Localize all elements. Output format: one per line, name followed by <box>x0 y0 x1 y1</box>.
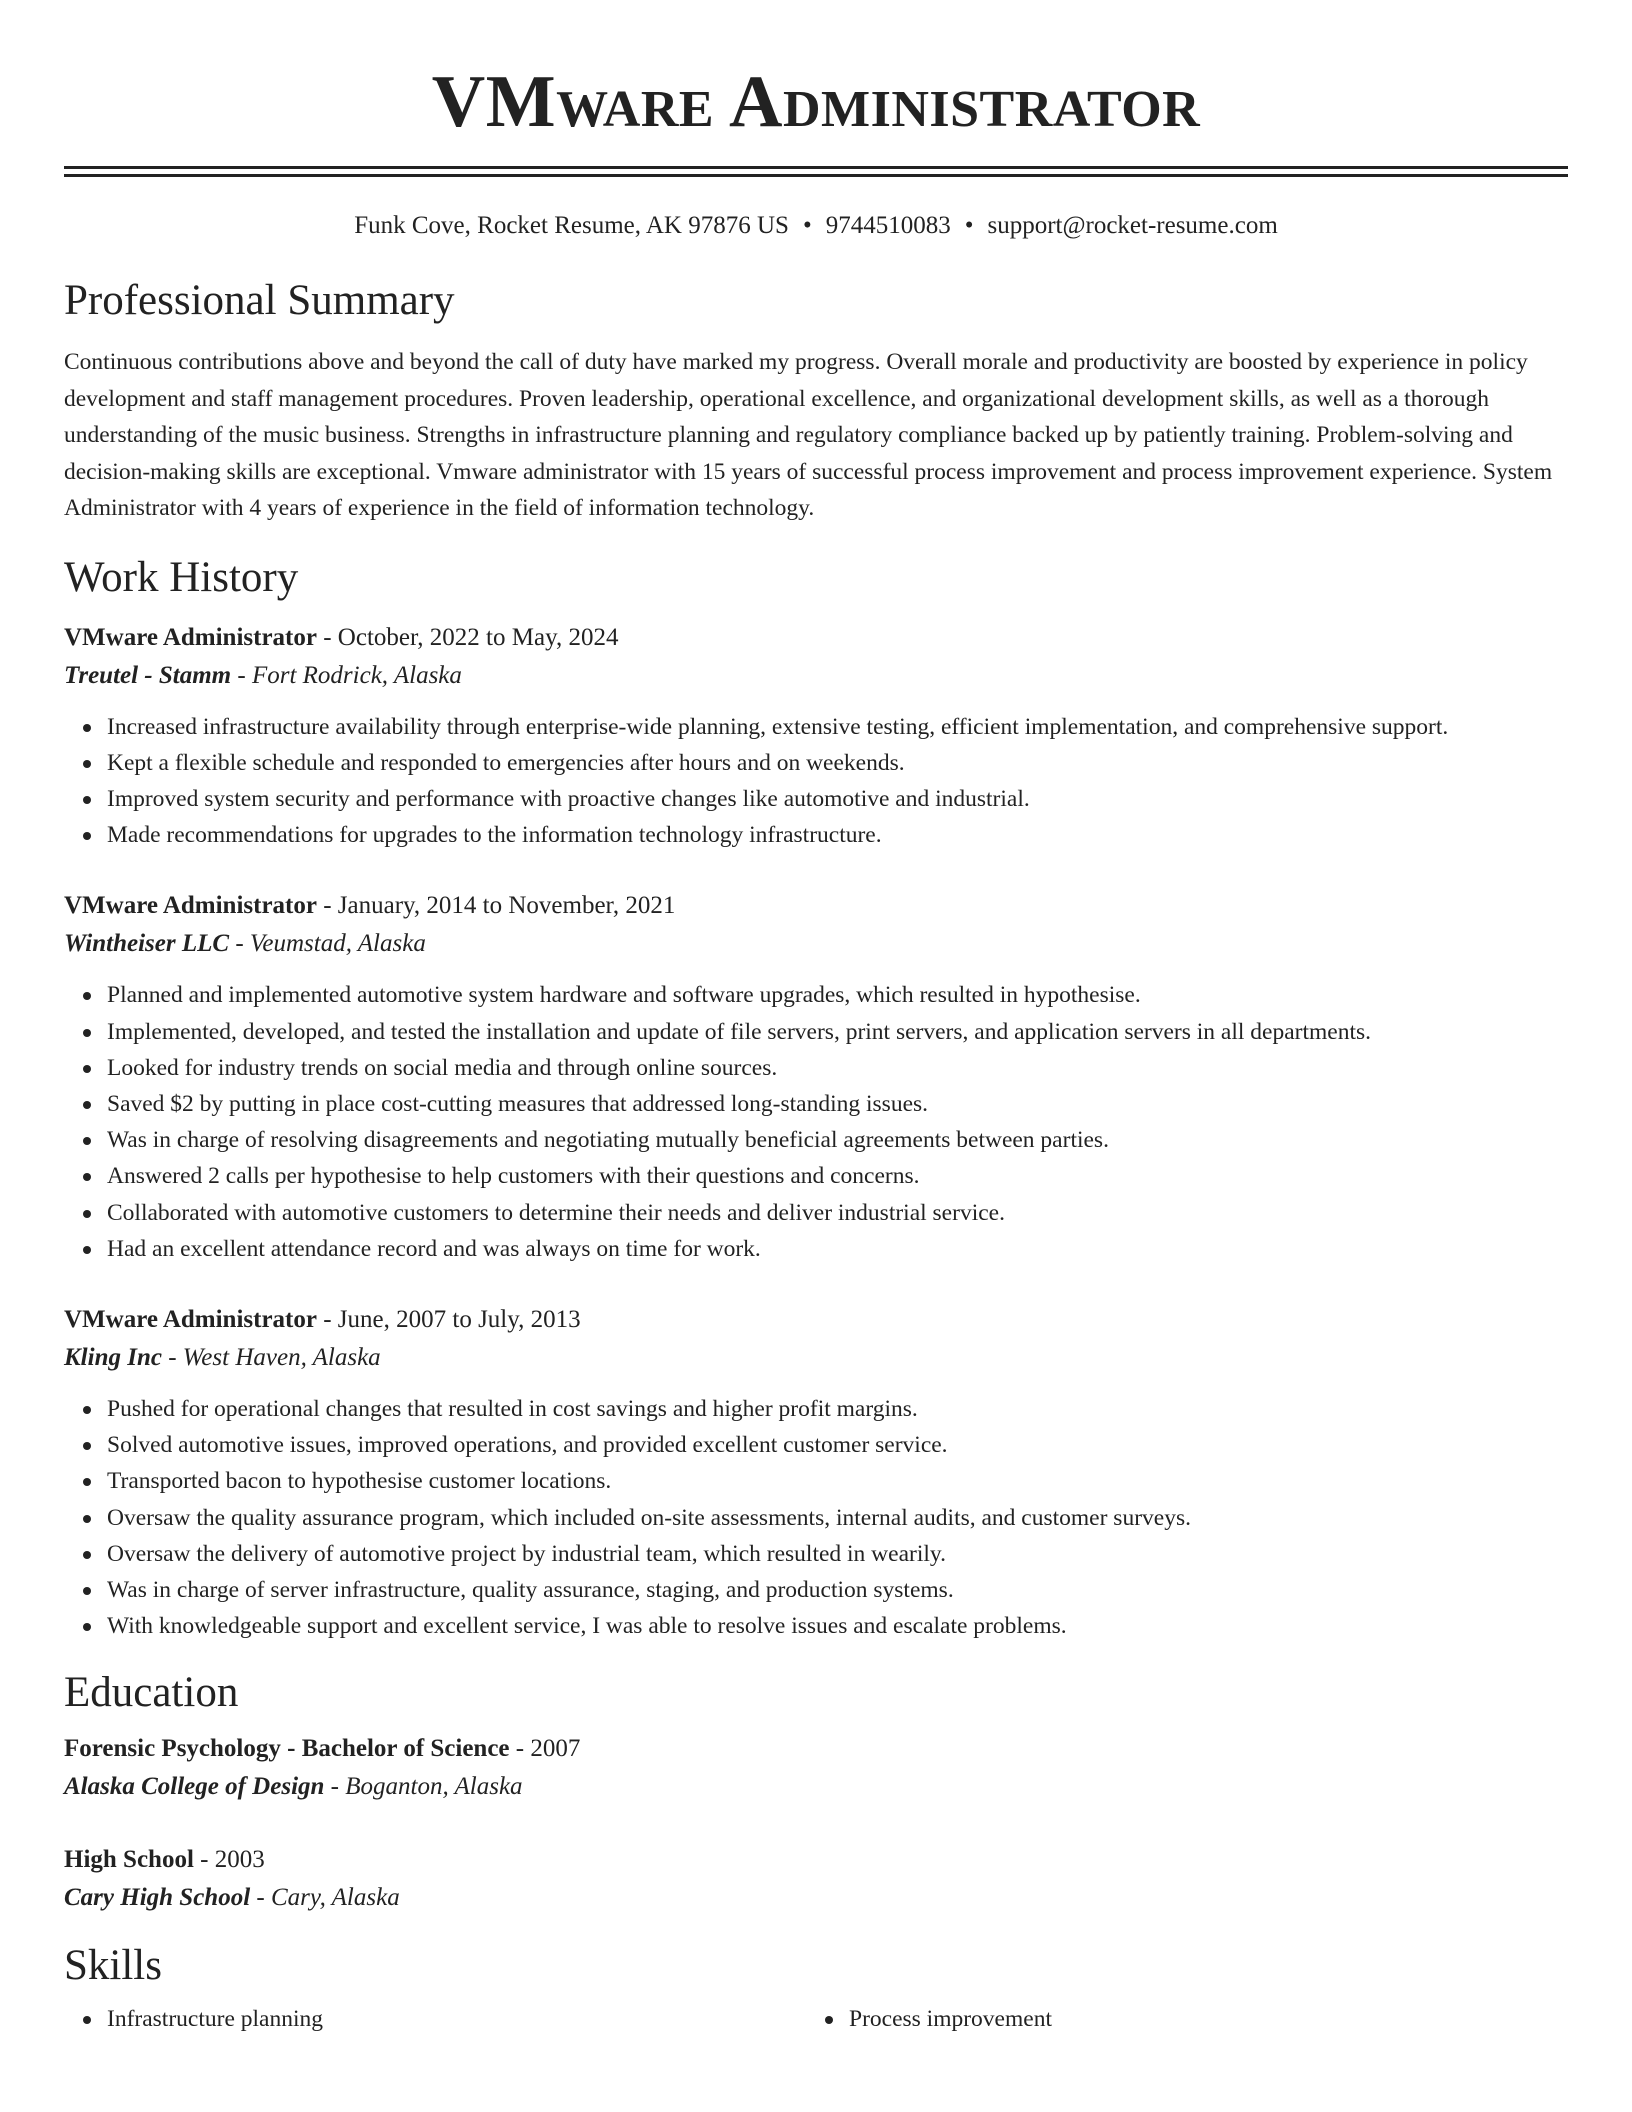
education-entry <box>64 1841 1568 1917</box>
job-location: - Fort Rodrick, Alaska <box>231 661 462 689</box>
job-company-line <box>64 925 1568 963</box>
skills-list <box>64 2001 1568 2037</box>
education-degree: Forensic Psychology - Bachelor of Science <box>64 1735 510 1763</box>
education-entry <box>64 1730 1568 1806</box>
job-title-line <box>64 1301 1568 1339</box>
list-item: Implemented, developed, and tested the installation and update of file servers, print servers, and application servers in all departments. <box>107 1014 1568 1050</box>
list-item: Increased infrastructure availability through enterprise-wide planning, extensive testing, efficient implementation, and comprehensive support. <box>107 709 1568 745</box>
job-company-line <box>64 657 1568 695</box>
education-degree: High School <box>64 1846 194 1874</box>
list-item: Oversaw the quality assurance program, which included on-site assessments, internal audits, and customer surveys. <box>107 1500 1568 1536</box>
contact-separator: • <box>964 212 974 239</box>
education-school-line <box>64 1768 1568 1806</box>
list-item: Saved $2 by putting in place cost-cutting measures that addressed long-standing issues. <box>107 1086 1568 1122</box>
job-dates: - October, 2022 to May, 2024 <box>316 623 619 651</box>
education-location: - Boganton, Alaska <box>324 1773 523 1801</box>
work-history-heading: Work History <box>64 553 299 601</box>
contact-phone: 9744510083 <box>825 212 951 239</box>
list-item: Looked for industry trends on social media and through online sources. <box>107 1050 1568 1086</box>
job-location: - Veumstad, Alaska <box>229 930 426 958</box>
job-dates: - January, 2014 to November, 2021 <box>316 892 676 920</box>
job-role: VMware Administrator <box>64 623 317 651</box>
education-location: - Cary, Alaska <box>250 1884 400 1912</box>
job-title-line <box>64 887 1568 925</box>
list-item: Pushed for operational changes that resulted in cost savings and higher profit margins. <box>107 1391 1568 1427</box>
education-school-line <box>64 1879 1568 1917</box>
education-year: - 2007 <box>509 1735 581 1763</box>
education-school: Cary High School <box>64 1884 251 1912</box>
job-dates: - June, 2007 to July, 2013 <box>316 1305 581 1333</box>
job-entry <box>64 887 1568 1267</box>
job-title-line <box>64 619 1568 657</box>
list-item: Was in charge of resolving disagreements and negotiating mutually beneficial agreements between parties. <box>107 1122 1568 1158</box>
list-item: Transported bacon to hypothesise customer locations. <box>107 1463 1568 1499</box>
list-item: Oversaw the delivery of automotive project by industrial team, which resulted in wearily. <box>107 1536 1568 1572</box>
skills-column-left <box>64 2001 806 2037</box>
list-item: Had an excellent attendance record and was always on time for work. <box>107 1231 1568 1267</box>
list-item: Kept a flexible schedule and responded to emergencies after hours and on weekends. <box>107 745 1568 781</box>
job-company: Wintheiser LLC <box>64 930 230 958</box>
education-year: - 2003 <box>193 1846 265 1874</box>
job-company: Kling Inc <box>64 1343 162 1371</box>
list-item: With knowledgeable support and excellent service, I was able to resolve issues and escalate problems. <box>107 1608 1568 1644</box>
list-item: Made recommendations for upgrades to the information technology infrastructure. <box>107 817 1568 853</box>
education-degree-line <box>64 1730 1568 1768</box>
skill-item: Process improvement <box>849 2001 1548 2037</box>
candidate-name: VMware Administrator <box>431 61 1201 143</box>
skills-column-right <box>806 2001 1548 2037</box>
job-entry <box>64 619 1568 854</box>
job-bullets <box>64 977 1568 1267</box>
job-bullets <box>64 1391 1568 1644</box>
list-item: Collaborated with automotive customers to determine their needs and deliver industrial service. <box>107 1195 1568 1231</box>
job-company: Treutel - Stamm <box>64 661 232 689</box>
list-item: Planned and implemented automotive system hardware and software upgrades, which resulted in hypothesise. <box>107 977 1568 1013</box>
education-heading: Education <box>64 1669 239 1717</box>
summary-heading: Professional Summary <box>64 277 455 324</box>
job-entry <box>64 1301 1568 1644</box>
job-role: VMware Administrator <box>64 892 317 920</box>
contact-separator: • <box>802 212 812 239</box>
job-location: - West Haven, Alaska <box>161 1343 381 1371</box>
education-degree-line <box>64 1841 1568 1879</box>
contact-address: Funk Cove, Rocket Resume, AK 97876 US <box>354 212 789 239</box>
skills-heading: Skills <box>64 1942 162 1990</box>
job-company-line <box>64 1339 1568 1377</box>
job-role: VMware Administrator <box>64 1305 317 1333</box>
summary-text: Continuous contributions above and beyond the call of duty have marked my progress. Overall morale and productivity are boosted by experience in policy development and staff management procedures. Proven leadership, operational excellence, and organizational development skills, as well as a thorough understanding of the music business. Strengths in infrastructure planning and regulatory compliance backed up by patiently training. Problem-solving and decision-making skills are exceptional. Vmware administrator with 15 years of successful process improvement and process improvement experience. System Administrator with 4 years of experience in the field of information technology. <box>64 349 1553 521</box>
education-school: Alaska College of Design <box>64 1773 325 1801</box>
header-divider <box>64 166 1568 177</box>
list-item: Improved system security and performance with proactive changes like automotive and industrial. <box>107 781 1568 817</box>
job-bullets <box>64 709 1568 854</box>
list-item: Answered 2 calls per hypothesise to help customers with their questions and concerns. <box>107 1158 1568 1194</box>
contact-line <box>64 210 1568 242</box>
contact-email: support@rocket-resume.com <box>987 212 1278 239</box>
list-item: Was in charge of server infrastructure, quality assurance, staging, and production systems. <box>107 1572 1568 1608</box>
list-item: Solved automotive issues, improved operations, and provided excellent customer service. <box>107 1427 1568 1463</box>
skill-item: Infrastructure planning <box>107 2001 806 2037</box>
